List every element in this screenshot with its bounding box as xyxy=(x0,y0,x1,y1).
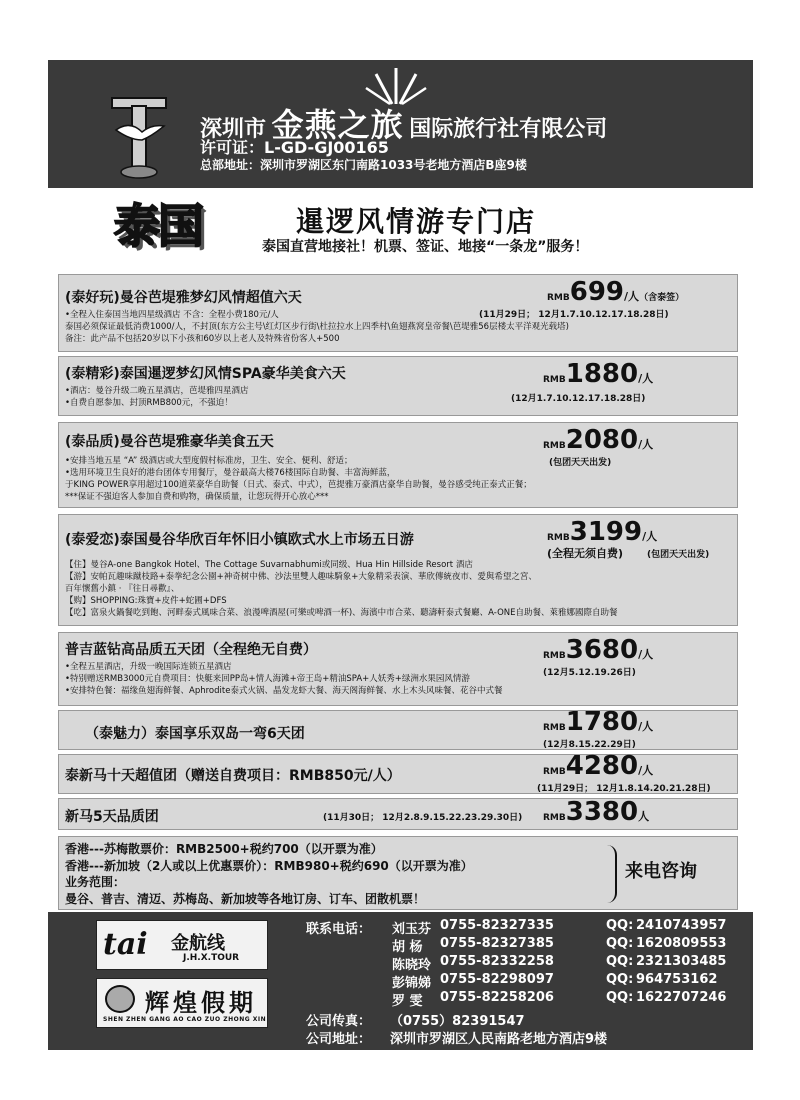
hq-address: 总部地址：深圳市罗湖区东门南路1033号老地方酒店B座9楼 xyxy=(200,158,527,172)
currency-label: RMB xyxy=(547,293,570,303)
qq-label: QQ: xyxy=(606,972,634,987)
tour-card xyxy=(58,422,738,508)
tour-title: 普吉蓝钻高品质五天团（全程绝无自费） xyxy=(65,642,317,658)
price-note: (全程无须自费) xyxy=(547,547,624,560)
detail-line: •酒店：曼谷升级二晚五星酒店，芭堤雅四星酒店 xyxy=(65,386,249,396)
departure-dates: (11月30日； 12月2.8.9.15.22.23.29.30日) xyxy=(323,813,523,823)
footer-band xyxy=(48,912,753,1050)
company-address: 深圳市罗湖区人民南路老地方酒店9楼 xyxy=(390,1032,608,1047)
qq-label: QQ: xyxy=(606,990,634,1005)
currency-label: RMB xyxy=(547,533,570,543)
departure-dates: (包团天天出发) xyxy=(647,550,710,560)
tour-title: (泰品质)曼谷芭堤雅豪华美食五天 xyxy=(65,434,274,450)
price-value: 3199 xyxy=(569,517,643,547)
price-unit: /人 xyxy=(638,438,654,451)
contact-name: 罗 雯 xyxy=(392,994,423,1009)
price-value: 4280 xyxy=(565,751,639,781)
company-prefix: 深圳市 xyxy=(200,117,267,142)
detail-line: •安排特色餐：福缘鱼翅海鲜餐、Aphrodite泰式火锅、晶发龙虾大餐、海天阁海鲜餐、水上木头风味餐、花谷中式餐 xyxy=(65,686,503,696)
tour-title: （泰魅力）泰国享乐双岛一弯6天团 xyxy=(85,726,305,742)
detail-line: 【吃】富泉火鍋餐吃到飽、河畔泰式風味合菜、浪漫啤酒屋(可樂或啤酒一杯)、海濱中市合菜、聽濤軒泰式餐廳、A-ONE自助餐、萊雅娜國際自助餐 xyxy=(65,608,618,618)
contact-phone[interactable]: 0755-82298097 xyxy=(440,972,554,987)
tour-details xyxy=(65,559,618,619)
price-value: 1880 xyxy=(565,359,639,389)
curly-brace-icon xyxy=(607,845,617,903)
tour-card xyxy=(58,356,738,416)
detail-line: 百年懷舊小鎮 · 『往日尋歡』、 xyxy=(65,584,180,594)
contact-name: 刘玉芬 xyxy=(392,922,432,937)
address-label: 公司地址： xyxy=(306,1032,372,1047)
departure-dates: (11月29日； 12月1.7.10.12.17.18.28日) xyxy=(479,310,669,320)
departure-dates: (12月5.12.19.26日) xyxy=(543,668,636,678)
price-unit: /人 xyxy=(638,720,654,733)
currency-label: RMB xyxy=(543,813,566,823)
detail-line: 备注：此产品不包括20岁以下小孩和60岁以上老人及特殊省份客人+500 xyxy=(65,334,340,344)
tour-title: (泰好玩)曼谷芭堤雅梦幻风情超值六天 xyxy=(65,290,302,306)
tour-price xyxy=(543,707,653,737)
tour-title: (泰爱恋)泰国曼谷华欣百年怀旧小镇欧式水上市场五日游 xyxy=(65,532,414,548)
tour-price xyxy=(543,425,653,455)
tour-card xyxy=(58,707,738,750)
detail-line: 【游】安帕瓦趣味蹴枝路+泰拳纪念公園+神奇树中佛、沙法里雙人趣味騎象+大象精采表演、華欣傳統夜市、愛與希望之宮、 xyxy=(65,572,537,582)
contact-qq[interactable]: 1622707246 xyxy=(636,990,727,1005)
currency-label: RMB xyxy=(543,723,566,733)
departure-dates: (12月8.15.22.29日) xyxy=(543,740,636,750)
detail-line: •全程入住泰国当地四星级酒店 不含：全程小费180元/人 xyxy=(65,310,279,320)
currency-label: RMB xyxy=(543,767,566,777)
swallow-logo-icon xyxy=(108,96,170,180)
detail-line: 【购】SHOPPING:珠寶+皮件+蛇圃+DFS xyxy=(65,596,227,606)
tour-title: 泰新马十天超值团（赠送自费项目：RMB850元/人） xyxy=(65,768,401,784)
glorious-holiday-logo xyxy=(96,978,268,1028)
thailand-title: 泰国 xyxy=(114,199,202,253)
price-unit: 人 xyxy=(638,810,650,823)
holiday-name: 辉煌假期 xyxy=(145,988,257,1017)
price-value: 699 xyxy=(569,277,625,307)
call-to-inquire: 来电咨询 xyxy=(625,861,697,882)
price-value: 2080 xyxy=(565,425,639,455)
tour-details xyxy=(65,385,249,409)
fax-label: 公司传真： xyxy=(306,1014,372,1029)
jhx-mark: tai xyxy=(103,927,148,962)
contact-name: 陈晓玲 xyxy=(392,958,432,973)
detail-line: 香港---苏梅散票价：RMB2500+税约700（以开票为准） xyxy=(65,842,383,856)
jhx-sub: J.H.X.TOUR xyxy=(183,953,240,963)
detail-line: 泰国必须保证最低消费1000/人，不封顶(东方公主号\红灯区步行街\杜拉拉水上四季村\鱼翅燕窝皇帝餐\芭堤雅56层楼太平洋观光载塔) xyxy=(65,322,569,332)
detail-line: •安排当地五星 “A” 级酒店或大型度假村标准房，卫生、安全、便利、舒适； xyxy=(65,456,353,466)
contact-name: 胡 杨 xyxy=(392,940,423,955)
contact-qq[interactable]: 2410743957 xyxy=(636,918,727,933)
jhx-name: 金航线 xyxy=(171,933,225,954)
contact-qq[interactable]: 964753162 xyxy=(636,972,718,987)
tour-price xyxy=(543,359,653,389)
banner-title: 暹逻风情游专门店 xyxy=(296,205,537,238)
detail-line: ***保证不强迫客人参加自费和购物，确保质量，让您玩得开心放心*** xyxy=(65,492,329,502)
tour-price xyxy=(547,517,657,547)
detail-line: 业务范围： xyxy=(65,875,126,889)
holiday-sub: SHEN ZHEN GANG AO CAO ZUO ZHONG XIN xyxy=(103,1016,267,1023)
tour-details xyxy=(65,661,502,697)
tour-price xyxy=(543,635,653,665)
detail-line: •选用环境卫生良好的港台团体专用餐厅，曼谷最高大楼76楼国际自助餐、丰富海鲜蓝， xyxy=(65,468,396,478)
contact-qq[interactable]: 2321303485 xyxy=(636,954,727,969)
fax-number: （0755）82391547 xyxy=(390,1014,525,1029)
currency-label: RMB xyxy=(543,375,566,385)
contact-phone[interactable]: 0755-82258206 xyxy=(440,990,554,1005)
phone-label: 联系电话： xyxy=(306,922,372,937)
price-note: （含泰签） xyxy=(639,293,685,303)
price-value: 1780 xyxy=(565,707,639,737)
air-ticket-card xyxy=(58,836,738,910)
price-unit: /人 xyxy=(638,764,654,777)
price-value: 3380 xyxy=(565,797,639,827)
detail-line: 香港---新加坡（2人或以上优惠票价）：RMB980+税约690（以开票为准） xyxy=(65,858,473,873)
air-ticket-lines xyxy=(65,841,473,907)
company-brand: 金燕之旅 xyxy=(271,106,404,144)
tour-details xyxy=(65,455,532,503)
detail-line: 曼谷、普吉、清迈、苏梅岛、新加坡等各地订房、订车、团散机票！ xyxy=(65,891,426,906)
price-unit: /人 xyxy=(642,530,658,543)
detail-line: •自费自愿参加、封顶RMB800元，不强迫！ xyxy=(65,398,233,408)
tour-price xyxy=(543,751,653,781)
departure-dates: (12月1.7.10.12.17.18.28日) xyxy=(511,394,646,404)
contact-qq[interactable]: 1620809553 xyxy=(636,936,727,951)
detail-line: •全程五星酒店，升级一晚国际连锁五星酒店 xyxy=(65,662,232,672)
qq-label: QQ: xyxy=(606,954,634,969)
contact-phone[interactable]: 0755-82327335 xyxy=(440,918,554,933)
mascot-face-icon xyxy=(105,985,135,1013)
thailand-banner xyxy=(48,188,753,270)
brochure-page xyxy=(48,60,753,1050)
header-band xyxy=(48,60,753,188)
price-value: 3680 xyxy=(565,635,639,665)
currency-label: RMB xyxy=(543,441,566,451)
tour-title: 新马5天品质团 xyxy=(65,809,159,825)
tour-card xyxy=(58,798,738,830)
tour-details xyxy=(65,309,569,345)
tour-price xyxy=(543,797,649,827)
tour-card xyxy=(58,751,738,794)
qq-label: QQ: xyxy=(606,918,634,933)
departure-dates: (11月29日； 12月1.8.14.20.21.28日) xyxy=(537,784,711,794)
contact-phone[interactable]: 0755-82327385 xyxy=(440,936,554,951)
banner-subtitle: 泰国直营地接社！机票、签证、地接“一条龙”服务！ xyxy=(262,239,589,255)
price-unit: /人 xyxy=(638,372,654,385)
jhx-tour-logo xyxy=(96,920,268,970)
tour-card xyxy=(58,514,738,626)
qq-label: QQ: xyxy=(606,936,634,951)
tour-title: (泰精彩)泰国暹逻梦幻风情SPA豪华美食六天 xyxy=(65,366,346,382)
currency-label: RMB xyxy=(543,651,566,661)
license-number: 许可证：L-GD-GJ00165 xyxy=(200,138,389,157)
detail-line: •特别赠送RMB3000元自费项目：快艇来回PP岛+情人海滩+帝王岛+精油SPA+人妖秀+绿洲水果园风情游 xyxy=(65,674,470,684)
contact-name: 彭锦娣 xyxy=(392,976,432,991)
company-suffix: 国际旅行社有限公司 xyxy=(409,117,608,142)
tour-price xyxy=(547,277,684,307)
price-unit: /人 xyxy=(638,648,654,661)
tour-card xyxy=(58,274,738,352)
tour-card xyxy=(58,632,738,706)
departure-dates: (包团天天出发) xyxy=(549,458,612,468)
detail-line: 【住】曼谷A-one Bangkok Hotel、The Cottage Suvarnabhumi或同级、Hua Hin Hillside Resort 酒店 xyxy=(65,560,473,570)
detail-line: 于KING POWER享用超过100道菜豪华自助餐（日式、泰式、中式），芭提雅万豪酒店豪华自助餐，曼谷感受纯正泰式正餐； xyxy=(65,480,532,490)
price-unit: /人 xyxy=(624,290,640,303)
contact-phone[interactable]: 0755-82332258 xyxy=(440,954,554,969)
